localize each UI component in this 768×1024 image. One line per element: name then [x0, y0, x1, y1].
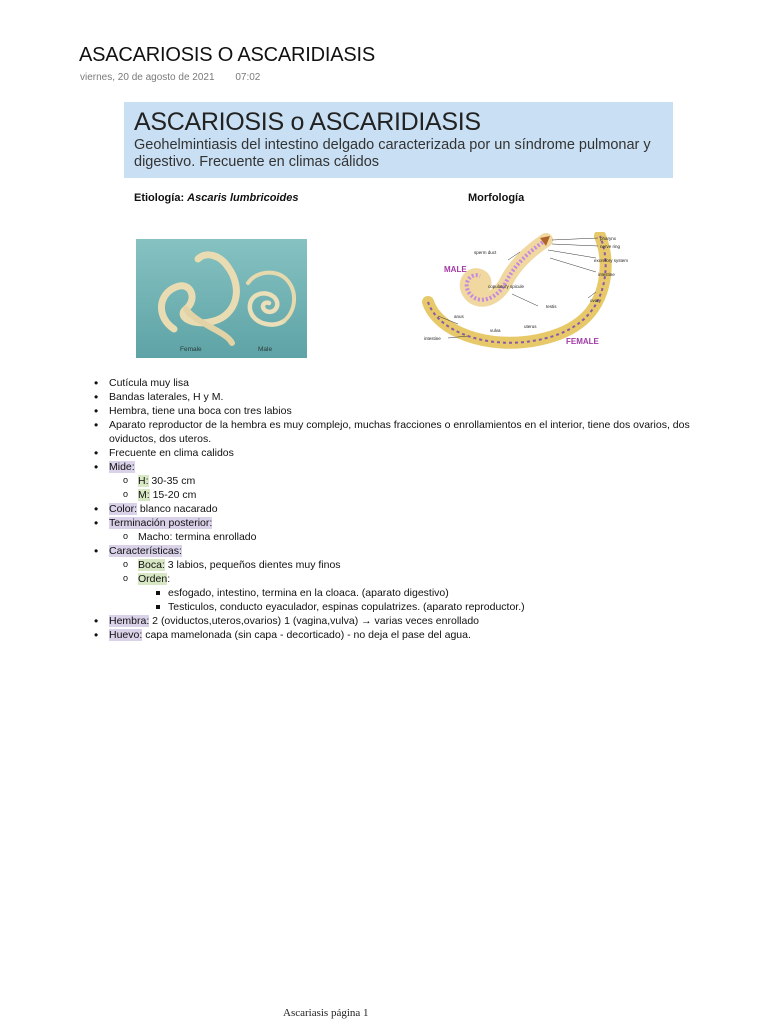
list-item: esfogado, intestino, termina en la cloaca. (aparato digestivo) — [90, 586, 690, 600]
boca-label: Boca: — [138, 559, 165, 571]
list-item: • Frecuente en clima calidos — [90, 446, 690, 460]
ascaris-worms-photo — [136, 239, 307, 358]
page-date: viernes, 20 de agosto de 2021 — [80, 72, 215, 83]
list-item — [90, 628, 690, 642]
diagram-label-nerve-ring: nerve ring — [600, 244, 621, 249]
diagram-label-anus: anus — [454, 314, 464, 319]
h-value: 30-35 cm — [148, 475, 196, 487]
list-item: • Bandas laterales, H y M. — [90, 390, 690, 404]
color-label: Color: — [109, 503, 138, 515]
etiologia-heading — [134, 192, 298, 204]
list-item — [90, 558, 690, 572]
boca-value: 3 labios, pequeños dientes muy finos — [164, 559, 341, 571]
morphology-diagram — [418, 232, 640, 360]
diagram-label-intestine-right: intestine — [598, 272, 615, 277]
diagram-label-testis: testis — [546, 304, 557, 309]
diagram-label-sperm-duct: sperm duct — [474, 250, 497, 255]
huevo-value: capa mamelonada (sin capa - decorticado) - no deja el pase del agua. — [142, 629, 471, 641]
list-item — [90, 488, 690, 502]
diagram-label-ovary: ovary — [590, 298, 602, 303]
color-value: blanco nacarado — [137, 503, 218, 515]
diagram-label-intestine-left: intestine — [424, 336, 441, 341]
photo-label-female: Female — [180, 346, 202, 353]
m-value: 15-20 cm — [149, 489, 197, 501]
etiologia-label: Etiología: — [134, 192, 185, 204]
morfologia-heading: Morfología — [468, 192, 525, 204]
list-item: • Aparato reproductor de la hembra es muy complejo, muchas fracciones o enrollamientos en el interior, tiene dos ovarios, dos oviductos, dos uteros. — [90, 418, 690, 446]
list-item — [90, 614, 690, 628]
slide-subtitle: Geohelmintiasis del intestino delgado caracterizada por un síndrome pulmonar y digestivo. Frecuente en climas cálidos — [134, 137, 651, 170]
page-time: 07:02 — [235, 72, 261, 83]
list-item: Testiculos, conducto eyaculador, espinas copulatrizes. (aparato reproductor.) — [90, 600, 690, 614]
slide-banner — [124, 102, 673, 178]
list-item — [90, 502, 690, 516]
diagram-label-vulva: vulva — [490, 328, 501, 333]
list-item — [90, 572, 690, 586]
caracteristicas-label: Características: — [109, 545, 182, 557]
slide-title: ASCARIOSIS o ASCARIDIASIS — [134, 108, 481, 136]
list-item — [90, 460, 690, 474]
list-item: • Hembra, tiene una boca con tres labios — [90, 404, 690, 418]
orden-colon: : — [167, 573, 171, 585]
page-footer: Ascariasis página 1 — [283, 1007, 369, 1019]
page-title: ASACARIOSIS O ASCARIDIASIS — [79, 44, 376, 66]
diagram-label-excretory-system: excretory system — [594, 258, 629, 263]
list-item — [90, 474, 690, 488]
photo-label-male: Male — [258, 346, 273, 353]
hembra-label: Hembra: — [109, 615, 150, 627]
notes-list — [90, 376, 690, 642]
list-item — [90, 516, 690, 530]
page-meta — [80, 72, 260, 83]
mide-label: Mide: — [109, 461, 135, 473]
diagram-label-uterus: uterus — [524, 324, 537, 329]
h-label: H: — [138, 475, 149, 487]
diagram-label-male: MALE — [444, 265, 467, 274]
diagram-label-pharynx: pharynx — [600, 236, 617, 241]
diagram-label-copulatory-spicule: copulatory spicule — [488, 284, 525, 289]
m-label: M: — [138, 489, 150, 501]
list-item: • Cutícula muy lisa — [90, 376, 690, 390]
list-item — [90, 544, 690, 558]
orden-label: Orden — [138, 573, 168, 585]
list-item: o Macho: termina enrollado — [90, 530, 690, 544]
terminacion-label: Terminación posterior: — [109, 517, 213, 529]
diagram-label-female: FEMALE — [566, 337, 599, 346]
etiologia-species: Ascaris lumbricoides — [187, 192, 299, 204]
hembra-value: 2 (oviductos,uteros,ovarios) 1 (vagina,vulva) → varias veces enrollado — [149, 615, 480, 627]
huevo-label: Huevo: — [109, 629, 143, 641]
